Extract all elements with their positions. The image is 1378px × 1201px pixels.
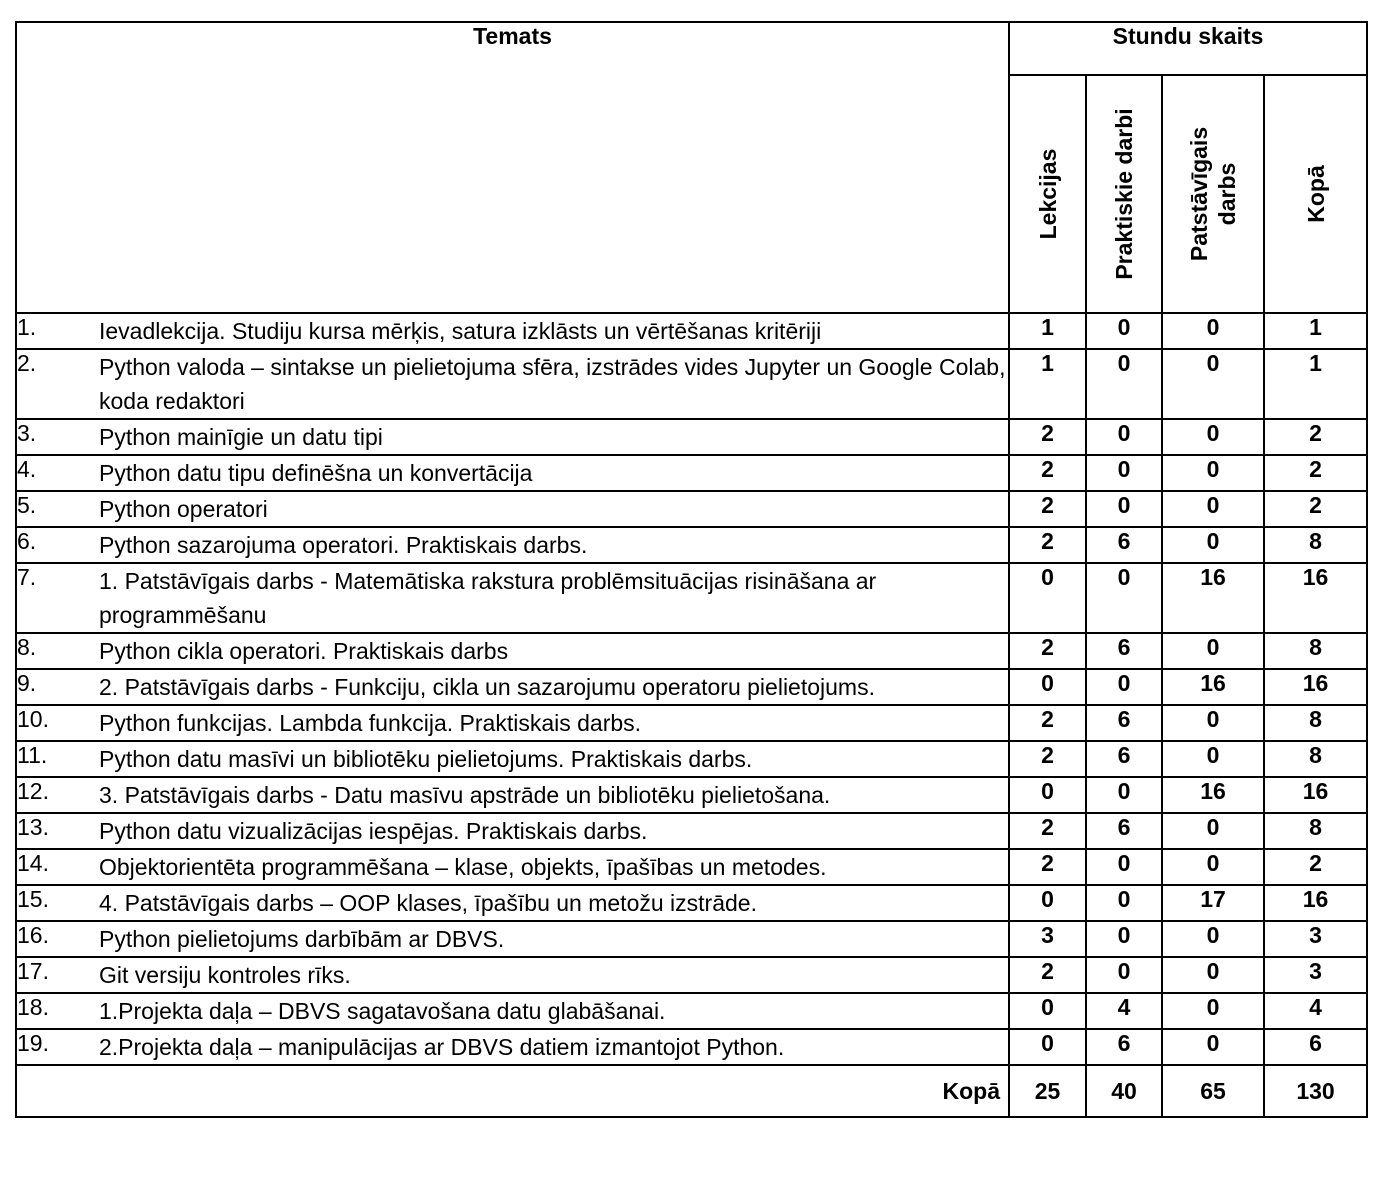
total-independent: 65 (1162, 1065, 1264, 1117)
row-number: 1. (16, 313, 99, 349)
row-independent: 0 (1162, 349, 1264, 419)
col-header-practical-label: Praktiskie darbi (1111, 108, 1138, 280)
row-number: 10. (16, 705, 99, 741)
row-total: 8 (1264, 527, 1367, 563)
row-independent: 0 (1162, 849, 1264, 885)
table-row (16, 349, 1367, 419)
total-sum: 130 (1264, 1065, 1367, 1117)
row-total: 8 (1264, 633, 1367, 669)
row-topic: Objektorientēta programmēšana – klase, objekts, īpašības un metodes. (99, 849, 1009, 885)
row-number: 5. (16, 491, 99, 527)
row-number: 4. (16, 455, 99, 491)
table-row (16, 491, 1367, 527)
row-independent: 0 (1162, 633, 1264, 669)
row-independent: 0 (1162, 1029, 1264, 1065)
row-independent: 0 (1162, 993, 1264, 1029)
row-practical: 0 (1086, 419, 1162, 455)
row-number: 18. (16, 993, 99, 1029)
row-topic: Python datu tipu definēšna un konvertācija (99, 455, 1009, 491)
row-topic: Python pielietojums darbībām ar DBVS. (99, 921, 1009, 957)
row-number: 16. (16, 921, 99, 957)
row-total: 2 (1264, 419, 1367, 455)
row-topic: Git versiju kontroles rīks. (99, 957, 1009, 993)
col-header-lectures (1009, 75, 1086, 313)
row-total: 8 (1264, 705, 1367, 741)
table-row (16, 313, 1367, 349)
row-practical: 0 (1086, 777, 1162, 813)
row-practical: 6 (1086, 633, 1162, 669)
row-topic: Python funkcijas. Lambda funkcija. Praktiskais darbs. (99, 705, 1009, 741)
table-row (16, 885, 1367, 921)
row-topic: Python operatori (99, 491, 1009, 527)
row-lectures: 2 (1009, 849, 1086, 885)
table-row (16, 813, 1367, 849)
row-practical: 0 (1086, 491, 1162, 527)
table-row (16, 849, 1367, 885)
row-lectures: 1 (1009, 349, 1086, 419)
table-row (16, 563, 1367, 633)
row-topic: Ievadlekcija. Studiju kursa mērķis, satura izklāsts un vērtēšanas kritēriji (99, 313, 1009, 349)
col-header-independent-label: Patstāvīgais darbs (1186, 126, 1241, 262)
row-practical: 6 (1086, 705, 1162, 741)
row-total: 16 (1264, 885, 1367, 921)
row-topic: Python datu vizualizācijas iespējas. Praktiskais darbs. (99, 813, 1009, 849)
row-lectures: 2 (1009, 813, 1086, 849)
row-topic: Python valoda – sintakse un pielietojuma sfēra, izstrādes vides Jupyter un Google Colab, koda redaktori (99, 349, 1009, 419)
table-row (16, 669, 1367, 705)
row-lectures: 2 (1009, 419, 1086, 455)
topic-header: Temats (16, 22, 1009, 313)
row-independent: 0 (1162, 491, 1264, 527)
col-header-total-label: Kopā (1302, 165, 1329, 223)
row-total: 2 (1264, 455, 1367, 491)
row-lectures: 0 (1009, 563, 1086, 633)
total-label: Kopā (16, 1065, 1009, 1117)
table-row (16, 741, 1367, 777)
row-number: 12. (16, 777, 99, 813)
row-topic: Python sazarojuma operatori. Praktiskais darbs. (99, 527, 1009, 563)
row-practical: 0 (1086, 563, 1162, 633)
table-row (16, 419, 1367, 455)
col-header-practical (1086, 75, 1162, 313)
row-number: 7. (16, 563, 99, 633)
row-independent: 0 (1162, 705, 1264, 741)
row-independent: 0 (1162, 419, 1264, 455)
row-number: 19. (16, 1029, 99, 1065)
row-total: 3 (1264, 921, 1367, 957)
row-independent: 16 (1162, 563, 1264, 633)
row-number: 9. (16, 669, 99, 705)
row-total: 16 (1264, 563, 1367, 633)
col-header-total (1264, 75, 1367, 313)
row-total: 16 (1264, 777, 1367, 813)
row-topic: 1. Patstāvīgais darbs - Matemātiska rakstura problēmsituācijas risināšana ar programmēšanu (99, 563, 1009, 633)
table-row (16, 527, 1367, 563)
row-topic: 2. Patstāvīgais darbs - Funkciju, cikla un sazarojumu operatoru pielietojums. (99, 669, 1009, 705)
row-independent: 0 (1162, 813, 1264, 849)
row-independent: 0 (1162, 741, 1264, 777)
row-number: 14. (16, 849, 99, 885)
row-lectures: 3 (1009, 921, 1086, 957)
row-topic: 4. Patstāvīgais darbs – OOP klases, īpašību un metožu izstrāde. (99, 885, 1009, 921)
row-topic: Python cikla operatori. Praktiskais darbs (99, 633, 1009, 669)
row-practical: 0 (1086, 885, 1162, 921)
total-practical: 40 (1086, 1065, 1162, 1117)
row-independent: 0 (1162, 313, 1264, 349)
row-independent: 16 (1162, 669, 1264, 705)
row-lectures: 2 (1009, 705, 1086, 741)
row-number: 3. (16, 419, 99, 455)
row-number: 2. (16, 349, 99, 419)
row-independent: 0 (1162, 957, 1264, 993)
row-topic: Python mainīgie un datu tipi (99, 419, 1009, 455)
row-total: 4 (1264, 993, 1367, 1029)
row-total: 16 (1264, 669, 1367, 705)
row-practical: 0 (1086, 669, 1162, 705)
table-row (16, 705, 1367, 741)
row-topic: Python datu masīvi un bibliotēku pielietojums. Praktiskais darbs. (99, 741, 1009, 777)
row-independent: 0 (1162, 527, 1264, 563)
row-lectures: 0 (1009, 669, 1086, 705)
col-header-independent (1162, 75, 1264, 313)
row-lectures: 2 (1009, 741, 1086, 777)
col-header-lectures-label: Lekcijas (1034, 148, 1061, 240)
row-lectures: 2 (1009, 957, 1086, 993)
table-row (16, 921, 1367, 957)
row-practical: 6 (1086, 813, 1162, 849)
row-number: 11. (16, 741, 99, 777)
row-lectures: 2 (1009, 491, 1086, 527)
row-total: 1 (1264, 349, 1367, 419)
total-row (16, 1065, 1367, 1117)
row-total: 8 (1264, 813, 1367, 849)
row-practical: 6 (1086, 527, 1162, 563)
row-practical: 0 (1086, 921, 1162, 957)
row-practical: 0 (1086, 313, 1162, 349)
row-number: 15. (16, 885, 99, 921)
row-practical: 0 (1086, 349, 1162, 419)
row-number: 17. (16, 957, 99, 993)
row-independent: 0 (1162, 921, 1264, 957)
row-number: 6. (16, 527, 99, 563)
row-independent: 16 (1162, 777, 1264, 813)
row-total: 1 (1264, 313, 1367, 349)
row-practical: 6 (1086, 741, 1162, 777)
row-total: 2 (1264, 849, 1367, 885)
row-practical: 4 (1086, 993, 1162, 1029)
row-practical: 0 (1086, 849, 1162, 885)
row-number: 8. (16, 633, 99, 669)
table-row (16, 777, 1367, 813)
row-total: 3 (1264, 957, 1367, 993)
row-lectures: 2 (1009, 633, 1086, 669)
row-lectures: 0 (1009, 1029, 1086, 1065)
row-lectures: 1 (1009, 313, 1086, 349)
row-number: 13. (16, 813, 99, 849)
row-total: 8 (1264, 741, 1367, 777)
row-topic: 2.Projekta daļa – manipulācijas ar DBVS datiem izmantojot Python. (99, 1029, 1009, 1065)
row-lectures: 0 (1009, 993, 1086, 1029)
study-plan-table (15, 21, 1368, 1118)
table-row (16, 1029, 1367, 1065)
row-independent: 17 (1162, 885, 1264, 921)
row-independent: 0 (1162, 455, 1264, 491)
row-practical: 0 (1086, 455, 1162, 491)
row-lectures: 0 (1009, 885, 1086, 921)
row-practical: 0 (1086, 957, 1162, 993)
row-lectures: 0 (1009, 777, 1086, 813)
row-topic: 3. Patstāvīgais darbs - Datu masīvu apstrāde un bibliotēku pielietošana. (99, 777, 1009, 813)
total-lectures: 25 (1009, 1065, 1086, 1117)
row-lectures: 2 (1009, 527, 1086, 563)
hours-header: Stundu skaits (1009, 22, 1367, 75)
table-row (16, 633, 1367, 669)
table-row (16, 993, 1367, 1029)
table-row (16, 455, 1367, 491)
row-total: 2 (1264, 491, 1367, 527)
table-row (16, 957, 1367, 993)
row-practical: 6 (1086, 1029, 1162, 1065)
row-lectures: 2 (1009, 455, 1086, 491)
row-total: 6 (1264, 1029, 1367, 1065)
row-topic: 1.Projekta daļa – DBVS sagatavošana datu glabāšanai. (99, 993, 1009, 1029)
